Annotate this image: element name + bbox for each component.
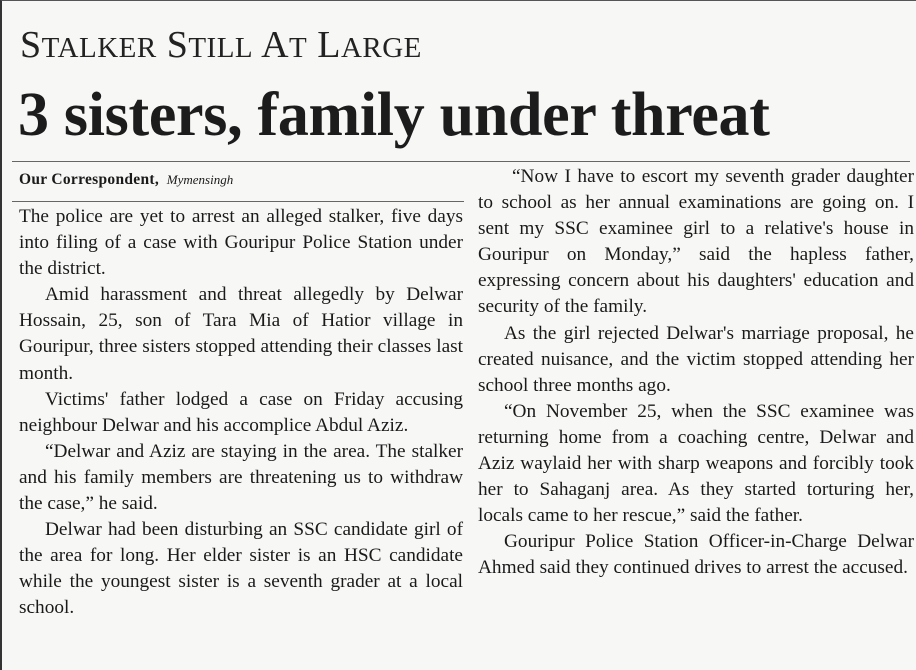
byline-location: Mymensingh [166,172,234,187]
paragraph: Gouripur Police Station Officer-in-Charge Delwar Ahmed said they continued drives to arrest the accused. [478,531,914,579]
kicker-letter: A [261,24,290,66]
kicker-letter: S [20,24,42,66]
paragraph: Delwar had been disturbing an SSC candidate girl of the area for long. Her elder sister is an HSC candidate while the youngest sister is a seventh grader at a local school. [19,519,463,619]
paragraph: The police are yet to arrest an alleged stalker, five days into filing of a case with Gouripur Police Station under the district. [19,206,463,280]
kicker-letter: L [317,24,341,66]
kicker-letter: S [166,24,189,66]
paragraph: Victims' father lodged a case on Friday accusing neighbour Delwar and his accomplice Abdul Aziz. [19,388,463,436]
kicker-word: TALKER [41,32,157,64]
paragraph: As the girl rejected Delwar's marriage proposal, he created nuisance, and the victim stopped attending her school three months ago. [478,322,914,396]
column-1-body [19,204,463,622]
headline-divider [12,161,910,162]
paragraph: “On November 25, when the SSC examinee was returning home from a coaching centre, Delwar and Aziz waylaid her with sharp weapons and forcibly took her to Sahaganj area. As they started torturing her, locals came to her rescue,” said the father. [478,400,914,527]
byline-author: Our Correspondent, [19,171,160,188]
paragraph: Amid harassment and threat allegedly by Delwar Hossain, 25, son of Tara Mia of Hatior village in Gouripur, three sisters stopped attending their classes last month. [19,284,463,384]
byline [19,164,463,196]
paragraph: “Delwar and Aziz are staying in the area. The stalker and his family members are threatening us to withdraw the case,” he said. [19,440,463,515]
kicker-headline [20,23,422,70]
article-column-1 [19,164,463,622]
kicker-word: TILL [188,32,254,64]
kicker-word: ARGE [340,32,422,64]
kicker-word: T [289,32,308,64]
article-column-2 [478,164,914,582]
paragraph: “Now I have to escort my seventh grader daughter to school as her annual examinations are going on. I sent my SSC examinee girl to a relative's house in Gouripur on Monday,” said the hapless father, expressing concern about his daughters' education and security of the family. [478,166,914,318]
main-headline: 3 sisters, family under threat [18,81,770,149]
